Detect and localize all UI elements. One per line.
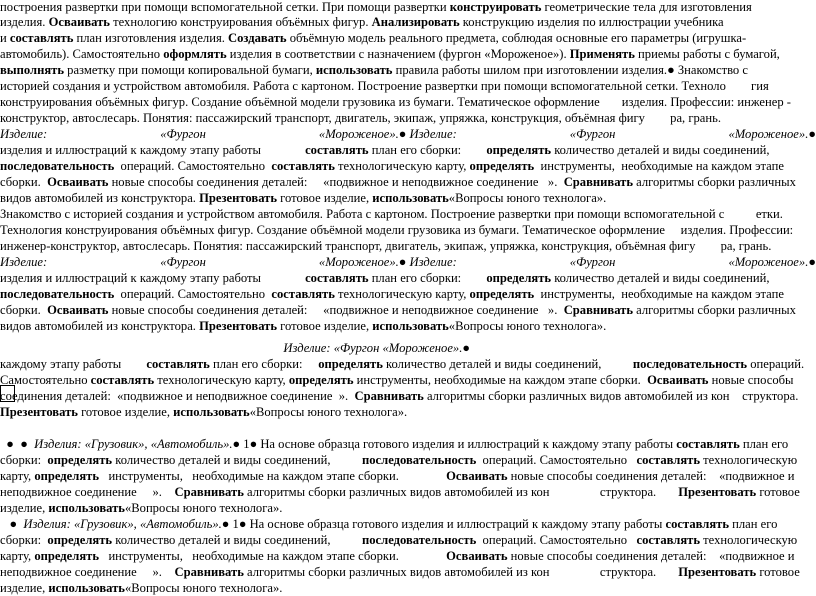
text-line bbox=[0, 319, 816, 334]
text-run: «Вопросы юного технолога». bbox=[124, 581, 283, 595]
text-run: «Мороженое».● bbox=[728, 255, 816, 269]
text-run: «Мороженое».● bbox=[728, 127, 816, 141]
text-run: геометрические тела для изготовления bbox=[541, 0, 752, 14]
text-run: Сравнивать bbox=[563, 303, 634, 317]
text-run: составлять bbox=[676, 437, 740, 451]
text-run: Сравнивать bbox=[174, 485, 244, 499]
text-run: составлять bbox=[9, 31, 74, 45]
text-run: новые способы соединения деталей: «подвижное и bbox=[507, 469, 795, 483]
text-run: неподвижное соединение ». bbox=[0, 485, 175, 499]
text-run: «Фургон bbox=[569, 255, 616, 269]
text-run: операций. bbox=[747, 357, 805, 371]
text-line bbox=[0, 517, 816, 532]
text-run: новые способы соединения деталей: «подвижное и неподвижное соединение ». bbox=[108, 303, 564, 317]
text-line bbox=[0, 239, 816, 254]
text-run: составлять bbox=[146, 357, 210, 371]
text-run: изделие, bbox=[0, 581, 49, 595]
text-line bbox=[0, 175, 816, 190]
text-line bbox=[0, 453, 816, 468]
text-line bbox=[0, 437, 816, 452]
text-run: ● bbox=[0, 517, 24, 531]
text-run: «Фургон bbox=[160, 255, 206, 269]
text-line bbox=[0, 0, 816, 15]
text-line bbox=[0, 303, 816, 318]
text-line bbox=[0, 501, 816, 516]
text-run: технологическую bbox=[700, 533, 798, 547]
text-run: видов автомобилей из конструктора. bbox=[0, 191, 200, 205]
text-line bbox=[0, 255, 816, 270]
text-run: построения развертки при помощи вспомогательной сетки. При помощи развертки bbox=[0, 0, 450, 14]
text-line bbox=[0, 111, 816, 126]
text-run: план его bbox=[729, 517, 778, 531]
text-run: количество деталей и виды соединений, bbox=[551, 143, 770, 157]
text-run: определять bbox=[47, 453, 113, 467]
text-run: определять bbox=[47, 533, 113, 547]
text-run: изделие, bbox=[0, 501, 49, 515]
text-run: Презентовать bbox=[199, 191, 278, 205]
text-run: последовательность bbox=[362, 533, 477, 547]
text-run: использовать bbox=[48, 501, 125, 515]
text-run: технологическую карту, bbox=[154, 373, 289, 387]
text-run: Презентовать bbox=[678, 485, 757, 499]
text-run: Анализировать bbox=[371, 15, 460, 29]
text-run: сборки. bbox=[0, 303, 48, 317]
text-run: карту, bbox=[0, 549, 35, 563]
text-line bbox=[0, 15, 816, 30]
text-run: готовое bbox=[756, 565, 800, 579]
text-line bbox=[0, 271, 816, 286]
text-line bbox=[0, 143, 816, 158]
text-run: «Фургон bbox=[569, 127, 616, 141]
text-run: инструменты, необходимые на каждом этапе сборки. bbox=[99, 469, 447, 483]
text-run: конструирования объёмных фигур. Создание объёмной модели грузовика из бумаги. Тематическое оформление изделия. Профессии: инженер - bbox=[0, 95, 791, 109]
text-line bbox=[0, 159, 816, 174]
text-run: «Мороженое».● Изделие: bbox=[318, 127, 457, 141]
text-line bbox=[0, 405, 816, 420]
text-line bbox=[0, 469, 816, 484]
text-run: использовать bbox=[372, 191, 449, 205]
text-line bbox=[0, 63, 816, 78]
text-run: Сравнивать bbox=[563, 175, 634, 189]
text-run: карту, bbox=[0, 469, 35, 483]
text-run: определять bbox=[469, 159, 535, 173]
text-run: «Фургон bbox=[160, 127, 206, 141]
text-run: готовое изделие, bbox=[277, 319, 373, 333]
text-run: Изделия: «Грузовик», «Автомобиль». bbox=[34, 437, 233, 451]
text-run: использовать bbox=[372, 319, 449, 333]
text-run: объёмную модель реального предмета, соблюдая основные его параметры (игрушка- bbox=[286, 31, 747, 45]
text-run: готовое изделие, bbox=[277, 191, 373, 205]
text-run: план его сборки: bbox=[368, 271, 487, 285]
text-run: «Вопросы юного технолога». bbox=[124, 501, 283, 515]
text-run bbox=[0, 341, 283, 355]
text-run: план изготовления изделия. bbox=[73, 31, 229, 45]
text-run: Презентовать bbox=[199, 319, 278, 333]
text-run: последовательность bbox=[632, 357, 748, 371]
text-run: использовать bbox=[173, 405, 250, 419]
text-run: инструменты, необходимые на каждом этапе сборки. bbox=[99, 549, 447, 563]
text-run: изделия и иллюстраций к каждому этапу работы bbox=[0, 271, 306, 285]
text-run: готовое изделие, bbox=[77, 405, 174, 419]
text-run: использовать bbox=[48, 581, 125, 595]
text-run: инженер-конструктор, автослесарь. Понятия: пассажирский транспорт, двигатель, экипаж, упряжка, конструкция, объёмная фигу ра, грань. bbox=[0, 239, 772, 253]
text-run: алгоритмы сборки различных видов автомобилей из кон структора. bbox=[243, 485, 679, 499]
text-line bbox=[0, 533, 816, 548]
text-run: количество деталей и виды соединений, bbox=[382, 357, 633, 371]
text-run: технологическую bbox=[700, 453, 798, 467]
text-run: правила работы шилом при изготовлении изделия.● Знакомство с bbox=[392, 63, 748, 77]
text-run: операций. Самостоятельно bbox=[476, 533, 637, 547]
text-run: определять bbox=[486, 271, 552, 285]
text-run: алгоритмы сборки различных bbox=[633, 303, 796, 317]
text-run: конструктор, автослесарь. Понятия: пассажирский транспорт, двигатель, экипаж, упряжка, конструкция, объёмная фигу ра, грань. bbox=[0, 111, 722, 125]
text-run: операций. Самостоятельно bbox=[476, 453, 637, 467]
text-run: инструменты, необходимые на каждом этапе bbox=[534, 159, 784, 173]
text-line bbox=[0, 341, 816, 356]
text-run: изделия и иллюстраций к каждому этапу работы bbox=[0, 143, 306, 157]
text-line bbox=[0, 549, 816, 564]
text-run: «Вопросы юного технолога». bbox=[448, 319, 607, 333]
text-run: «Вопросы юного технолога». bbox=[249, 405, 408, 419]
text-run: новые способы bbox=[708, 373, 794, 387]
text-line bbox=[0, 287, 816, 302]
text-run: технологию конструирования объёмных фигур. bbox=[109, 15, 372, 29]
text-line bbox=[0, 31, 816, 46]
text-run: составлять bbox=[271, 159, 335, 173]
text-run: определять bbox=[288, 373, 354, 387]
text-line bbox=[0, 79, 816, 94]
text-run: план его сборки: bbox=[209, 357, 319, 371]
text-run: Сравнивать bbox=[174, 565, 244, 579]
text-run: изделия. bbox=[0, 15, 49, 29]
text-line bbox=[0, 581, 816, 596]
text-run: сборки: bbox=[0, 533, 48, 547]
text-run: новые способы соединения деталей: «подвижное и bbox=[507, 549, 795, 563]
text-run: ● 1● На основе образца готового изделия и иллюстраций к каждому этапу работы bbox=[232, 437, 677, 451]
text-run: Технология конструирования объёмных фигур. Создание объёмной модели грузовика из бумаги. Тематическое оформление изделия. Профессии: bbox=[0, 223, 794, 237]
text-run: составлять bbox=[636, 453, 701, 467]
text-run: составлять bbox=[636, 533, 701, 547]
text-run: определять bbox=[469, 287, 535, 301]
text-run: Осваивать bbox=[446, 469, 508, 483]
text-run: готовое bbox=[756, 485, 800, 499]
text-run: алгоритмы сборки различных видов автомобилей из кон структора. bbox=[423, 389, 799, 403]
text-line bbox=[0, 127, 816, 142]
text-run: неподвижное соединение ». bbox=[0, 565, 175, 579]
text-run: Изделие: «Фургон «Мороженое».● bbox=[283, 341, 470, 355]
text-run: алгоритмы сборки различных видов автомобилей из кон структора. bbox=[243, 565, 679, 579]
text-run: приемы работы с бумагой, bbox=[634, 47, 780, 61]
text-run: последовательность bbox=[362, 453, 477, 467]
text-run: количество деталей и виды соединений, bbox=[112, 533, 362, 547]
text-run: определять bbox=[34, 469, 99, 483]
text-run: определять bbox=[34, 549, 99, 563]
text-run: Осваивать bbox=[48, 15, 110, 29]
text-run: технологическую карту, bbox=[334, 287, 470, 301]
text-run: Осваивать bbox=[47, 175, 109, 189]
text-run: каждому этапу работы bbox=[0, 357, 147, 371]
text-run: соединения деталей: «подвижное и неподвижное соединение ». bbox=[0, 389, 355, 403]
text-run: последовательность bbox=[0, 159, 115, 173]
text-run: сборки. bbox=[0, 175, 48, 189]
text-run: Презентовать bbox=[678, 565, 757, 579]
text-run: технологическую карту, bbox=[334, 159, 470, 173]
text-run: Сравнивать bbox=[354, 389, 424, 403]
text-run: использовать bbox=[315, 63, 393, 77]
text-line bbox=[0, 207, 816, 222]
text-run: ● 1● На основе образца готового изделия и иллюстраций к каждому этапу работы bbox=[221, 517, 666, 531]
text-run: оформлять bbox=[163, 47, 227, 61]
text-line bbox=[0, 191, 816, 206]
text-run: Презентовать bbox=[0, 405, 78, 419]
text-run: сборки: bbox=[0, 453, 48, 467]
text-run: операций. Самостоятельно bbox=[114, 287, 272, 301]
text-run: определять bbox=[486, 143, 552, 157]
text-run: Самостоятельно bbox=[0, 373, 91, 387]
text-run: Знакомство с историей создания и устройством автомобиля. Работа с картоном. Построение развертки при помощи вспомогательной с етки. bbox=[0, 207, 783, 221]
text-run: составлять bbox=[90, 373, 155, 387]
text-run: количество деталей и виды соединений, bbox=[551, 271, 770, 285]
text-run: операций. Самостоятельно bbox=[114, 159, 272, 173]
text-run: последовательность bbox=[0, 287, 115, 301]
text-line bbox=[0, 565, 816, 580]
text-run: план его сборки: bbox=[368, 143, 487, 157]
text-run: составлять bbox=[271, 287, 335, 301]
text-run: Применять bbox=[569, 47, 635, 61]
text-run: видов автомобилей из конструктора. bbox=[0, 319, 200, 333]
text-run: алгоритмы сборки различных bbox=[633, 175, 796, 189]
text-run: «Вопросы юного технолога». bbox=[448, 191, 607, 205]
text-run: Осваивать bbox=[47, 303, 109, 317]
text-run: «Мороженое».● Изделие: bbox=[318, 255, 457, 269]
text-run: конструировать bbox=[449, 0, 542, 14]
text-run: ● ● bbox=[0, 437, 35, 451]
text-line bbox=[0, 373, 816, 388]
text-run: Изделие: bbox=[0, 127, 48, 141]
text-run: историей создания и устройством автомобиля. Работа с картоном. Построение развертки при помощи вспомогательной сетки. Техноло гия bbox=[0, 79, 769, 93]
text-line bbox=[0, 223, 816, 238]
text-run: составлять bbox=[305, 271, 369, 285]
text-run: определять bbox=[318, 357, 383, 371]
text-run: Изделия: «Грузовик», «Автомобиль». bbox=[23, 517, 222, 531]
text-run: Создавать bbox=[228, 31, 287, 45]
text-run: составлять bbox=[665, 517, 729, 531]
text-run: новые способы соединения деталей: «подвижное и неподвижное соединение ». bbox=[108, 175, 564, 189]
text-line bbox=[0, 95, 816, 110]
text-run: Осваивать bbox=[647, 373, 709, 387]
text-run: план его bbox=[739, 437, 789, 451]
text-run: выполнять bbox=[0, 63, 65, 77]
text-run: инструменты, необходимые на каждом этапе bbox=[534, 287, 784, 301]
text-run: Осваивать bbox=[446, 549, 508, 563]
text-run: разметку при помощи копировальной бумаги, bbox=[64, 63, 316, 77]
text-run: составлять bbox=[305, 143, 369, 157]
text-line bbox=[0, 357, 816, 372]
text-run: изделия в соответствии с назначением (фургон «Мороженое»). bbox=[226, 47, 570, 61]
text-line bbox=[0, 389, 816, 404]
text-line bbox=[0, 485, 816, 500]
text-run: автомобиль). Самостоятельно bbox=[0, 47, 164, 61]
text-run: инструменты, необходимые на каждом этапе сборки. bbox=[353, 373, 648, 387]
text-line bbox=[0, 47, 816, 62]
text-run: количество деталей и виды соединений, bbox=[112, 453, 362, 467]
text-run: конструкцию изделия по иллюстрации учебника bbox=[459, 15, 724, 29]
text-run: и bbox=[0, 31, 10, 45]
text-run: Изделие: bbox=[0, 255, 48, 269]
